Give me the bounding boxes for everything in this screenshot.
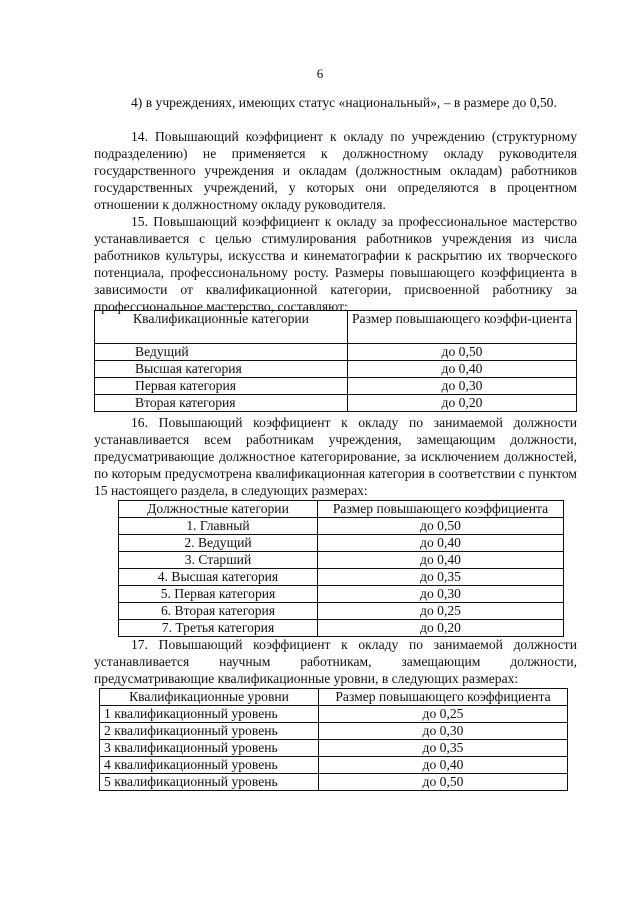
table-header-cell: Должностные категории	[119, 501, 318, 518]
table-cell: до 0,40	[348, 361, 577, 378]
table-row	[119, 535, 564, 552]
table-cell: Ведущий	[95, 344, 348, 361]
table-row	[95, 395, 577, 412]
table-cell: 5 квалификационный уровень	[100, 774, 319, 791]
table-header-cell: Квалификационные уровни	[100, 689, 319, 706]
table-cell: 1 квалификационный уровень	[100, 706, 319, 723]
table-cell: 2 квалификационный уровень	[100, 723, 319, 740]
table-cell: 3. Старший	[119, 552, 318, 569]
table-cell: до 0,20	[318, 620, 564, 637]
table-cell: до 0,30	[318, 586, 564, 603]
paragraph-item-4: 4) в учреждениях, имеющих статус «национальный», – в размере до 0,50.	[131, 95, 557, 110]
table-cell: до 0,50	[318, 518, 564, 535]
page-number: 6	[316, 66, 324, 81]
table-row	[119, 552, 564, 569]
table-cell: 6. Вторая категория	[119, 603, 318, 620]
table-row	[100, 757, 568, 774]
paragraph-14: 14. Повышающий коэффициент к окладу по учреждению (структурному подразделению) не применяется к должностному окладу руководителя государственного учреждения и окладам (должностным окладам) работников государственных учреждений, у которых они определяются в процентном отношении к должностному окладу руководителя.	[94, 129, 577, 212]
table-position-categories	[118, 500, 564, 637]
table-cell: до 0,35	[318, 569, 564, 586]
table-row	[95, 378, 577, 395]
table-row	[100, 740, 568, 757]
table-cell: до 0,25	[319, 706, 568, 723]
table-cell: до 0,40	[318, 552, 564, 569]
table-header-cell: Размер повышающего коэффициента	[318, 501, 564, 518]
paragraph-16: 16. Повышающий коэффициент к окладу по занимаемой должности устанавливается всем работникам учреждения, замещающим должности, предусматривающие должностное категорирование, за исключением должностей, по которым предусмотрена квалификационная категория в соответствии с пунктом 15 настоящего раздела, в следующих размерах:	[94, 415, 577, 498]
table-header-cell: Размер повышающего коэффи-циента	[348, 311, 577, 344]
table-header-cell: Квалификационные категории	[95, 311, 348, 344]
table-header-row	[119, 501, 564, 518]
table-cell: 5. Первая категория	[119, 586, 318, 603]
table-row	[119, 518, 564, 535]
table-qualification-levels	[99, 688, 568, 791]
table-cell: 1. Главный	[119, 518, 318, 535]
table-row	[119, 620, 564, 637]
table-row	[119, 586, 564, 603]
table-cell: Вторая категория	[95, 395, 348, 412]
table-qualification-categories	[94, 310, 577, 412]
table-cell: до 0,40	[318, 535, 564, 552]
table-row	[100, 723, 568, 740]
table-cell: до 0,25	[318, 603, 564, 620]
paragraph-15: 15. Повышающий коэффициент к окладу за профессиональное мастерство устанавливается с целью стимулирования работников учреждения из числа работников культуры, искусства и кинематографии к раскрытию их творческого потенциала, профессиональному росту. Размеры повышающего коэффициента в зависимости от квалификационной категории, присвоенной работнику за профессиональное мастерство, составляют:	[94, 214, 577, 314]
table-cell: до 0,40	[319, 757, 568, 774]
table-cell: Высшая категория	[95, 361, 348, 378]
table-cell: 3 квалификационный уровень	[100, 740, 319, 757]
table-cell: 2. Ведущий	[119, 535, 318, 552]
table-cell: до 0,30	[319, 723, 568, 740]
paragraph-17: 17. Повышающий коэффициент к окладу по занимаемой должности устанавливается научным работникам, замещающим должности, предусматривающие квалификационные уровни, в следующих размерах:	[94, 637, 577, 686]
table-header-row	[95, 311, 577, 344]
table-cell: до 0,30	[348, 378, 577, 395]
table-cell: до 0,50	[319, 774, 568, 791]
table-cell: Первая категория	[95, 378, 348, 395]
table-row	[95, 361, 577, 378]
table-row	[100, 706, 568, 723]
table-row	[95, 344, 577, 361]
table-cell: до 0,50	[348, 344, 577, 361]
table-row	[100, 774, 568, 791]
table-row	[119, 603, 564, 620]
table-row	[119, 569, 564, 586]
table-cell: 4 квалификационный уровень	[100, 757, 319, 774]
table-cell: 7. Третья категория	[119, 620, 318, 637]
table-cell: 4. Высшая категория	[119, 569, 318, 586]
table-cell: до 0,35	[319, 740, 568, 757]
table-header-row	[100, 689, 568, 706]
table-header-cell: Размер повышающего коэффициента	[319, 689, 568, 706]
table-cell: до 0,20	[348, 395, 577, 412]
